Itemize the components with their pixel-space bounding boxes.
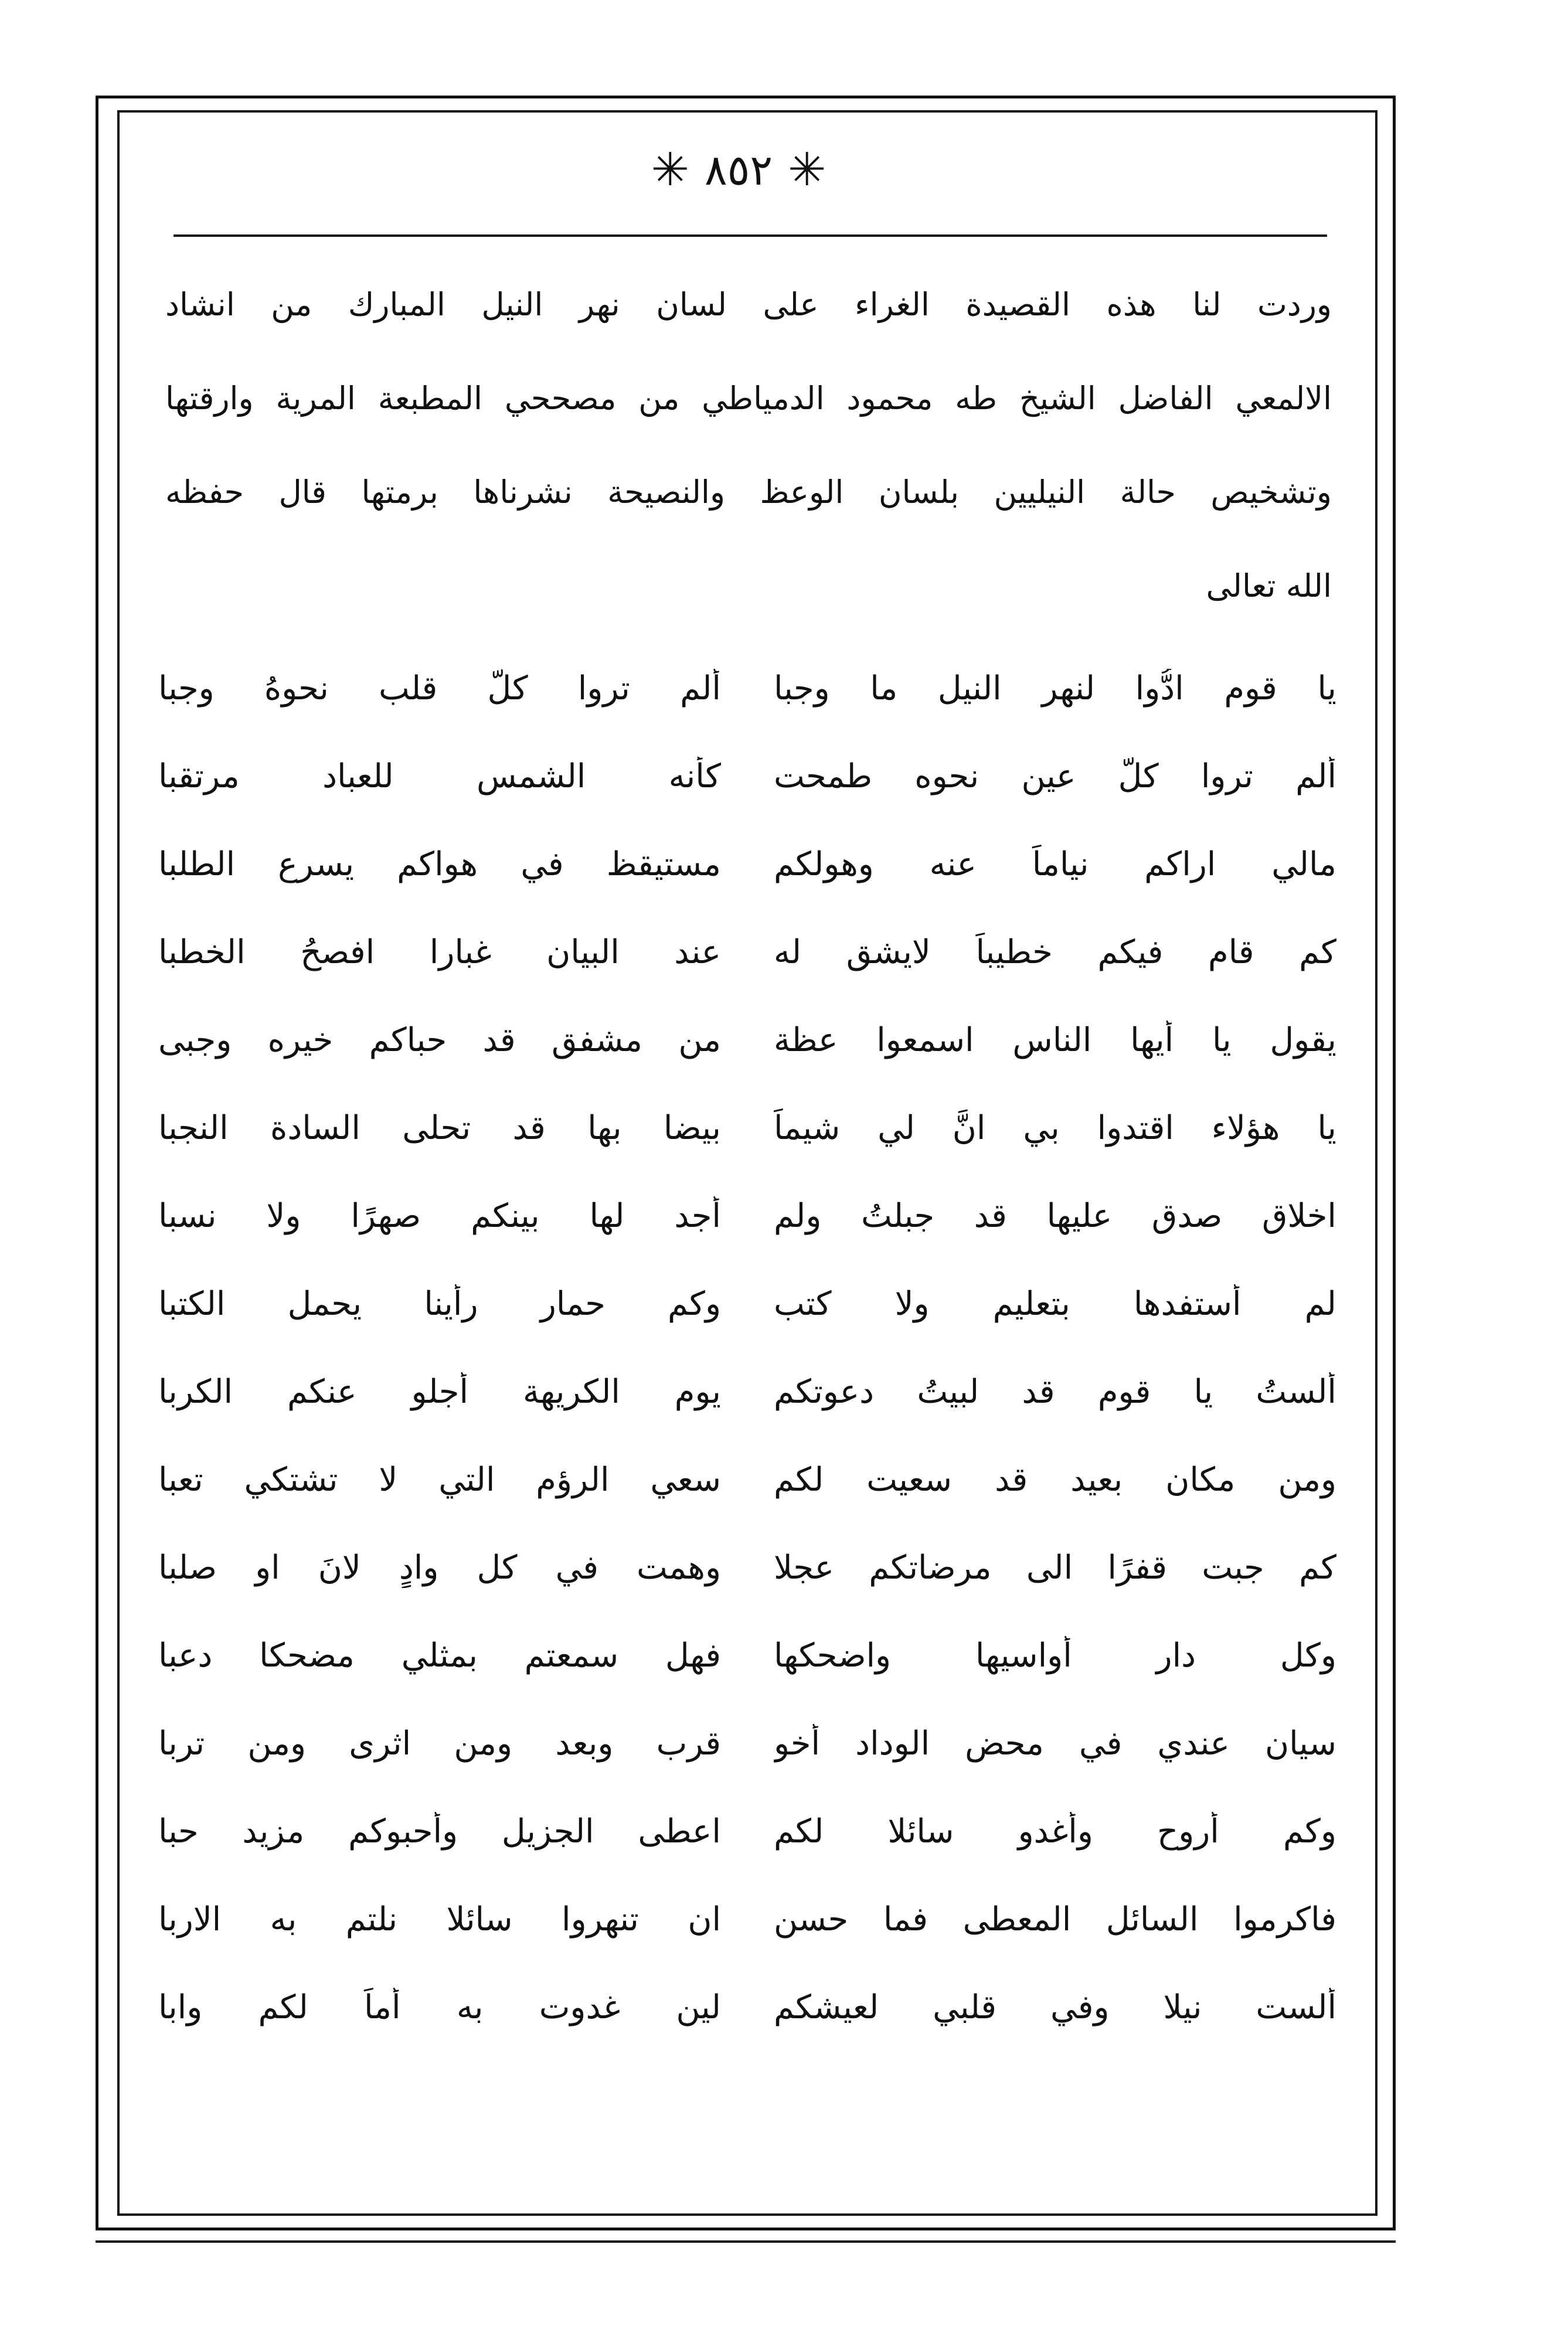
poem-verse	[158, 1436, 1336, 1524]
poem-verse	[158, 1084, 1336, 1172]
verse-second-hemistich: عند البيان غبارا افصحُ الخطبا	[158, 933, 721, 972]
verse-first-hemistich: ألست نيلا وفي قلبي لعيشكم	[774, 1988, 1336, 2027]
intro-paragraph	[165, 258, 1332, 633]
poem-verse	[158, 1612, 1336, 1700]
verse-second-hemistich: اعطى الجزيل وأحبوكم مزيد حبا	[158, 1812, 721, 1851]
intro-line: وردت لنا هذه القصيدة الغراء على لسان نهر النيل المبارك من انشاد	[165, 286, 1332, 323]
poem-verse	[158, 1700, 1336, 1788]
verse-second-hemistich: فهل سمعتم بمثلي مضحكا دعبا	[158, 1637, 721, 1675]
verse-second-hemistich: ان تنهروا سائلا نلتم به الاربا	[158, 1900, 721, 1939]
page-header	[651, 138, 826, 202]
header-rule	[174, 234, 1327, 237]
poem-verse	[158, 997, 1336, 1084]
verse-first-hemistich: يقول يا أيها الناس اسمعوا عظة	[774, 1021, 1336, 1060]
verse-first-hemistich: اخلاق صدق عليها قد جبلتُ ولم	[774, 1197, 1336, 1236]
poem-verse	[158, 1876, 1336, 1964]
poem-verse	[158, 1788, 1336, 1876]
poem-verse	[158, 645, 1336, 733]
verse-first-hemistich: وكل دار أُواسيها واضحكها	[774, 1637, 1336, 1675]
poem-verse	[158, 733, 1336, 821]
verse-first-hemistich: سيان عندي في محض الوداد أخو	[774, 1725, 1336, 1763]
poem-verse	[158, 1964, 1336, 2052]
poem-verse	[158, 1348, 1336, 1436]
verse-first-hemistich: مالي اراكم نياماً عنه وهولكم	[774, 845, 1336, 884]
verse-first-hemistich: كم جبت قفرًا الى مرضاتكم عجلا	[774, 1549, 1336, 1587]
verse-second-hemistich: بيضا بها قد تحلى السادة النجبا	[158, 1109, 721, 1148]
intro-line: الالمعي الفاضل الشيخ طه محمود الدمياطي من مصححي المطبعة المرية وارقتها	[165, 380, 1332, 417]
verse-second-hemistich: من مشفق قد حباكم خيره وجبى	[158, 1021, 721, 1060]
poem-verse	[158, 1172, 1336, 1260]
verse-second-hemistich: يوم الكريهة أجلو عنكم الكربا	[158, 1373, 721, 1412]
star-ornament-icon: ✳	[651, 144, 689, 196]
frame-bottom-rule	[96, 2240, 1396, 2243]
verse-first-hemistich: ومن مكان بعيد قد سعيت لكم	[774, 1461, 1336, 1499]
verse-second-hemistich: ألم تروا كلَّ قلب نحوهُ وجبا	[158, 669, 721, 708]
verse-second-hemistich: كأنه الشمس للعباد مرتقبا	[158, 757, 721, 796]
verse-second-hemistich: سعي الرؤم التي لا تشتكي تعبا	[158, 1461, 721, 1499]
poem	[158, 645, 1336, 2052]
poem-verse	[158, 909, 1336, 997]
verse-second-hemistich: مستيقظ في هواكم يسرع الطلبا	[158, 845, 721, 884]
page-number: ٨٥٢	[704, 145, 773, 195]
verse-second-hemistich: وكم حمار رأينا يحمل الكتبا	[158, 1285, 721, 1324]
verse-first-hemistich: ألستُ يا قوم قد لبيتُ دعوتكم	[774, 1373, 1336, 1412]
verse-first-hemistich: كم قام فيكم خطيباً لايشق له	[774, 933, 1336, 972]
verse-first-hemistich: يا هؤلاء اقتدوا بي انَّ لي شيماً	[774, 1109, 1336, 1148]
verse-first-hemistich: لم أستفدها بتعليم ولا كتب	[774, 1285, 1336, 1324]
poem-verse	[158, 821, 1336, 909]
verse-second-hemistich: وهمت في كل وادٍ لانَ او صلبا	[158, 1549, 721, 1587]
intro-line: الله تعالى	[1206, 567, 1332, 604]
verse-first-hemistich: فاكرموا السائل المعطى فما حسن	[774, 1900, 1336, 1939]
poem-verse	[158, 1260, 1336, 1348]
verse-second-hemistich: لين غدوت به أماً لكم وابا	[158, 1988, 721, 2027]
verse-first-hemistich: وكم أروح وأغدو سائلا لكم	[774, 1812, 1336, 1851]
verse-first-hemistich: ألم تروا كلَّ عين نحوه طمحت	[774, 757, 1336, 796]
verse-second-hemistich: قرب وبعد ومن اثرى ومن تربا	[158, 1725, 721, 1763]
verse-first-hemistich: يا قوم ادُّوا لنهر النيل ما وجبا	[774, 669, 1336, 708]
verse-second-hemistich: أجد لها بينكم صهرًا ولا نسبا	[158, 1197, 721, 1236]
poem-verse	[158, 1524, 1336, 1612]
star-ornament-icon: ✳	[788, 144, 826, 196]
intro-line: وتشخيص حالة النيليين بلسان الوعظ والنصيحة نشرناها برمتها قال حفظه	[165, 474, 1332, 511]
